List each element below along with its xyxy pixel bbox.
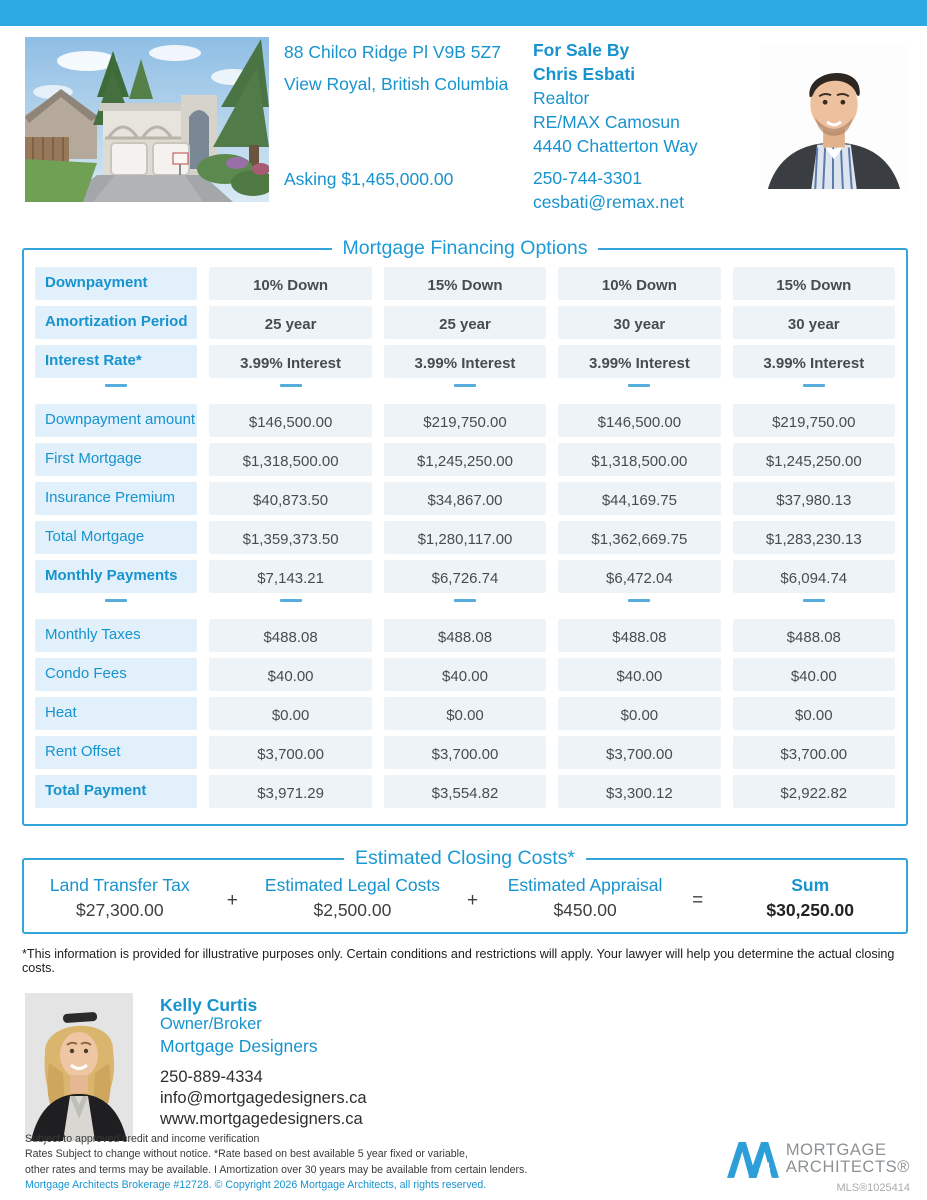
row-value: $1,245,250.00 [733, 443, 895, 476]
table-row [35, 267, 895, 300]
closing-cost-label: Sum [791, 875, 830, 895]
row-value: $3,700.00 [733, 736, 895, 769]
table-divider-row [35, 599, 895, 613]
row-label: Rent Offset [35, 736, 197, 769]
row-label: Monthly Taxes [35, 619, 197, 652]
logo-word-2: ARCHITECTS® [785, 1158, 910, 1176]
row-label: Total Payment [35, 775, 197, 808]
divider-dash [628, 384, 650, 387]
closing-cost-value: $30,250.00 [766, 900, 854, 920]
row-value: $6,094.74 [733, 560, 895, 593]
row-value: $1,318,500.00 [558, 443, 720, 476]
logo-row [727, 1139, 910, 1179]
property-address-block [284, 37, 533, 214]
row-value: $40.00 [733, 658, 895, 691]
row-value: $1,283,230.13 [733, 521, 895, 554]
broker-photo-illustration [25, 993, 133, 1141]
agent-photo [760, 44, 908, 190]
closing-cost-item [730, 875, 890, 921]
row-value: $3,554.82 [384, 775, 546, 808]
mortgage-architects-logo [727, 1139, 910, 1194]
row-value: 10% Down [558, 267, 720, 300]
row-value: $1,280,117.00 [384, 521, 546, 554]
table-row [35, 521, 895, 554]
divider-dash [105, 384, 127, 387]
row-label: Total Mortgage [35, 521, 197, 554]
closing-costs-note: *This information is provided for illustrative purposes only. Certain conditions and restrictions will apply. Your lawyer will help you determine the actual closing costs. [22, 947, 895, 975]
row-value: $40.00 [558, 658, 720, 691]
financing-options-title: Mortgage Financing Options [342, 237, 588, 259]
closing-cost-item [265, 875, 440, 921]
table-row [35, 775, 895, 808]
agent-email[interactable]: cesbati@remax.net [532, 192, 684, 212]
closing-costs-panel [22, 847, 908, 934]
row-value: 3.99% Interest [384, 345, 546, 378]
logo-wordmark [786, 1142, 910, 1176]
broker-photo [25, 993, 133, 1141]
disclaimer-block [25, 1132, 527, 1194]
row-label: Downpayment amount [35, 404, 197, 437]
top-accent-bar [0, 0, 927, 26]
broker-section [25, 993, 927, 1141]
math-operator: + [226, 890, 238, 911]
row-value: $37,980.13 [733, 482, 895, 515]
agent-photo-illustration [760, 44, 908, 190]
agent-brokerage: RE/MAX Camosun [532, 112, 680, 132]
row-value: 30 year [558, 306, 720, 339]
closing-cost-value: $2,500.00 [313, 900, 392, 920]
row-label: Interest Rate* [35, 345, 197, 378]
row-value: $488.08 [384, 619, 546, 652]
broker-info [160, 993, 367, 1141]
row-value: $146,500.00 [209, 404, 371, 437]
closing-cost-label: Land Transfer Tax [49, 875, 190, 895]
listing-agent-block [533, 37, 760, 214]
row-label: First Mortgage [35, 443, 197, 476]
row-value: 30 year [733, 306, 895, 339]
closing-costs-row [34, 875, 896, 921]
broker-contact [160, 1067, 367, 1130]
table-row [35, 736, 895, 769]
table-row [35, 404, 895, 437]
row-value: $0.00 [209, 697, 371, 730]
row-value: $3,700.00 [384, 736, 546, 769]
closing-cost-item [40, 875, 200, 921]
row-value: 25 year [209, 306, 371, 339]
row-value: $7,143.21 [209, 560, 371, 593]
closing-cost-value: $450.00 [553, 900, 617, 920]
divider-dash [280, 599, 302, 602]
row-value: $6,726.74 [384, 560, 546, 593]
disclaimer-line: Subject to approved credit and income verification [25, 1132, 260, 1145]
ma-monogram-icon [727, 1139, 779, 1179]
agent-role: Realtor [532, 88, 590, 108]
table-row [35, 306, 895, 339]
table-divider-row [35, 384, 895, 398]
row-value: $40,873.50 [209, 482, 371, 515]
broker-phone: 250-889-4334 [160, 1068, 263, 1086]
asking-price: Asking $1,465,000.00 [284, 169, 454, 189]
divider-dash [628, 599, 650, 602]
row-value: $1,359,373.50 [209, 521, 371, 554]
property-address-line1: 88 Chilco Ridge Pl V9B 5Z7 [284, 42, 501, 62]
row-value: $2,922.82 [733, 775, 895, 808]
closing-cost-item [505, 875, 665, 921]
row-value: 25 year [384, 306, 546, 339]
table-row [35, 345, 895, 378]
agent-phone: 250-744-3301 [532, 168, 642, 188]
row-value: $3,300.12 [558, 775, 720, 808]
divider-dash [105, 599, 127, 602]
broker-website[interactable]: www.mortgagedesigners.ca [160, 1110, 363, 1128]
row-value: $488.08 [209, 619, 371, 652]
disclaimer-line: Rates Subject to change without notice. *Rate based on best available 5 year fixed or variable, [25, 1148, 468, 1161]
row-value: $3,700.00 [209, 736, 371, 769]
logo-word-1: MORTGAGE [785, 1141, 887, 1159]
agent-street: 4440 Chatterton Way [532, 136, 698, 156]
row-value: $219,750.00 [384, 404, 546, 437]
row-value: $0.00 [558, 697, 720, 730]
divider-dash [454, 384, 476, 387]
row-label: Monthly Payments [35, 560, 197, 593]
row-value: $1,245,250.00 [384, 443, 546, 476]
property-address-line2: View Royal, British Columbia [284, 74, 509, 94]
financing-options-panel [22, 237, 908, 826]
divider-dash [803, 599, 825, 602]
row-label: Heat [35, 697, 197, 730]
divider-dash [803, 384, 825, 387]
footer [25, 1132, 910, 1194]
disclaimer-line: other rates and terms may be available. I Amortization over 30 years may be available from certain lenders. [25, 1163, 528, 1176]
row-value: $219,750.00 [733, 404, 895, 437]
broker-email[interactable]: info@mortgagedesigners.ca [160, 1089, 367, 1107]
row-value: $1,318,500.00 [209, 443, 371, 476]
row-value: $488.08 [733, 619, 895, 652]
row-label: Insurance Premium [35, 482, 197, 515]
closing-costs-title: Estimated Closing Costs* [354, 847, 575, 869]
table-row [35, 443, 895, 476]
table-row [35, 619, 895, 652]
row-value: 15% Down [733, 267, 895, 300]
row-value: $0.00 [384, 697, 546, 730]
table-row [35, 658, 895, 691]
row-value: $3,971.29 [209, 775, 371, 808]
closing-cost-label: Estimated Legal Costs [264, 875, 440, 895]
agent-name: Chris Esbati [532, 64, 636, 84]
row-value: $40.00 [209, 658, 371, 691]
row-label: Amortization Period [35, 306, 197, 339]
mls-number: MLS®1025414 [836, 1182, 910, 1194]
row-value: $3,700.00 [558, 736, 720, 769]
math-operator: + [466, 890, 479, 911]
row-value: 3.99% Interest [209, 345, 371, 378]
disclaimer-line: Mortgage Architects Brokerage #12728. © Copyright 2026 Mortgage Architects, all rights reserved. [25, 1179, 487, 1192]
property-photo-illustration [25, 37, 269, 202]
row-value: $40.00 [384, 658, 546, 691]
financing-table [35, 267, 895, 808]
row-value: $6,472.04 [558, 560, 720, 593]
closing-cost-label: Estimated Appraisal [507, 875, 663, 895]
header [0, 26, 927, 214]
agent-contact [533, 166, 760, 214]
table-row [35, 482, 895, 515]
broker-title: Owner/Broker [160, 1015, 262, 1033]
math-operator: = [692, 890, 704, 911]
row-value: $146,500.00 [558, 404, 720, 437]
row-value: $0.00 [733, 697, 895, 730]
row-value: 10% Down [209, 267, 371, 300]
row-value: $34,867.00 [384, 482, 546, 515]
row-value: 3.99% Interest [558, 345, 720, 378]
row-value: $488.08 [558, 619, 720, 652]
for-sale-by-label: For Sale By [532, 40, 630, 60]
row-label: Downpayment [35, 267, 197, 300]
broker-name: Kelly Curtis [160, 995, 258, 1015]
row-label: Condo Fees [35, 658, 197, 691]
closing-cost-value: $27,300.00 [75, 900, 164, 920]
divider-dash [280, 384, 302, 387]
divider-dash [454, 599, 476, 602]
table-row [35, 560, 895, 593]
property-photo [25, 37, 269, 202]
row-value: 15% Down [384, 267, 546, 300]
table-row [35, 697, 895, 730]
row-value: $44,169.75 [558, 482, 720, 515]
row-value: $1,362,669.75 [558, 521, 720, 554]
broker-company: Mortgage Designers [160, 1036, 318, 1056]
row-value: 3.99% Interest [733, 345, 895, 378]
